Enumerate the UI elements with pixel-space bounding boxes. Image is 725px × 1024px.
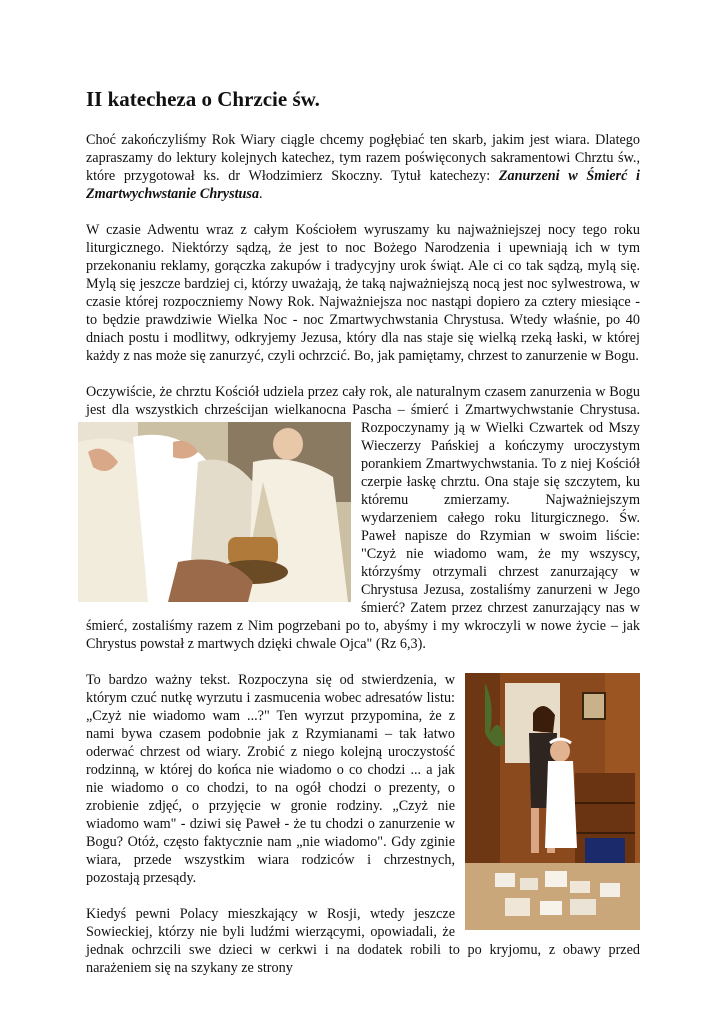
foot-washing-photo — [78, 422, 351, 602]
paragraph-easter-continued: Chrystusa. Rozpoczynamy ją w Wielki Czwartek od Mszy Wieczerzy Pańskiej a kończymy uroczystym porankiem Zmartwychwstania. To z niej Kościół czerpie łaskę chrztu. Ona staje się szczytem, ku któremu zmierzamy. Najważniejszym wydarzeniem całego roku liturgicznego. Św. Paweł napisze do Rzymian w swoim liście: "Czyż nie wiadomo wam, że my wszyscy, którzyśmy otrzymali chrzest zanurzający w Chrystusa Jezusa, zostaliśmy zanurzeni w Jego śmierć? Zatem przez chrzest zanurzający nas w śmierć, zostaliśmy razem z Nim pogrzebani po to, abyśmy i my wkroczyli w nowe życie – jak Chrystus powstał z martwych dzięki chwale Ojca" (Rz 6,3). — [86, 402, 641, 652]
paragraph-easter — [86, 383, 640, 653]
document-page — [86, 86, 640, 995]
catechesis-title-emphasis: Zanurzeni w Śmierć i Zmartwychwstanie Chrystusa — [86, 168, 640, 202]
page-title: II katecheza o Chrzcie św. — [86, 87, 320, 111]
paragraph-romans — [86, 671, 640, 887]
paragraph-easter-start: Oczywiście, że chrztu Kościół udziela przez cały rok, ale naturalnym czasem zanurzenia w Bogu jest dla wszystkich chrześcijan wielkanocna Pascha – śmierć i Zmartwychwstanie — [86, 384, 640, 418]
family-communion-photo — [465, 673, 640, 930]
paragraph-advent: W czasie Adwentu wraz z całym Kościołem wyruszamy ku najważniejszej nocy tego roku liturgicznego. Niektórzy sądzą, że jest to noc Bożego Narodzenia i upewniają ich w tym przekonaniu reklamy, gorączka zakupów i tradycyjny urok świąt. Ale ci co tak sądzą, mylą się. Mylą się jeszcze bardziej ci, którzy uważają, że taką najważniejszą nocą jest noc sylwestrowa, w czasie której rozpoczniemy Nowy Rok. Najważniejsza noc nastąpi dopiero za cztery miesiące - to będzie prawdziwie Wielka Noc - noc Zmartwychwstania Chrystusa. Wtedy właśnie, po 40 dniach postu i modlitwy, odkryjemy Jezusa, który dla nas staje się wielką rzeką łaski, w której każdy z nas może się zanurzyć, czyli ochrzcić. Bo, jak pamiętamy, chrzest to zanurzenie w Bogu. — [86, 222, 640, 364]
paragraph-intro: Choć zakończyliśmy Rok Wiary ciągle chcemy pogłębiać ten skarb, jakim jest wiara. Dlatego zapraszamy do lektury kolejnych katechez, tym razem poświęconych sakramentowi Chrztu św., które przygotował ks. dr Włodzimierz Skoczny. Tytuł katechezy: Zanurzeni w Śmierć i Zmartwychwstanie Chrystusa. — [86, 132, 640, 202]
paragraph-russia: Kiedyś pewni Polacy mieszkający w Rosji, wtedy jeszcze Sowieckiej, którzy nie byli ludźmi wierzącymi, opowiadali, że jednak ochrzcili swe dzieci w cerkwi i na dodatek robili to po kryjomu, z obawy przed narażeniem się na szykany ze strony — [86, 906, 640, 976]
paragraph-romans-text: To bardzo ważny tekst. Rozpoczyna się od stwierdzenia, w którym czuć nutkę wyrzutu i zasmucenia wobec adresatów listu: „Czyż nie wiadomo wam ...?" Ten wyrzut przypomina, że z nami bywa czasem podobnie jak z Rzymianami – tak łatwo oderwać chrzest od wiary. Zrobić z niego kolejną uroczystość rodzinną, w której do końca nie wiadomo o co chodzi ... a jak nie wiadomo o co chodzi, to na ogół chodzi o prezenty, o zrobienie zdjęć, o przyjęcie w gronie rodziny. „Czyż nie wiadomo wam" - dziwi się Paweł - że tu chodzi o zanurzenie w Bogu? Otóż, często faktycznie nam „nie wiadomo". Gdy zginie wiara, przede wszystkim wiara rodziców i chrzestnych, pozostają przesądy. — [86, 672, 455, 886]
